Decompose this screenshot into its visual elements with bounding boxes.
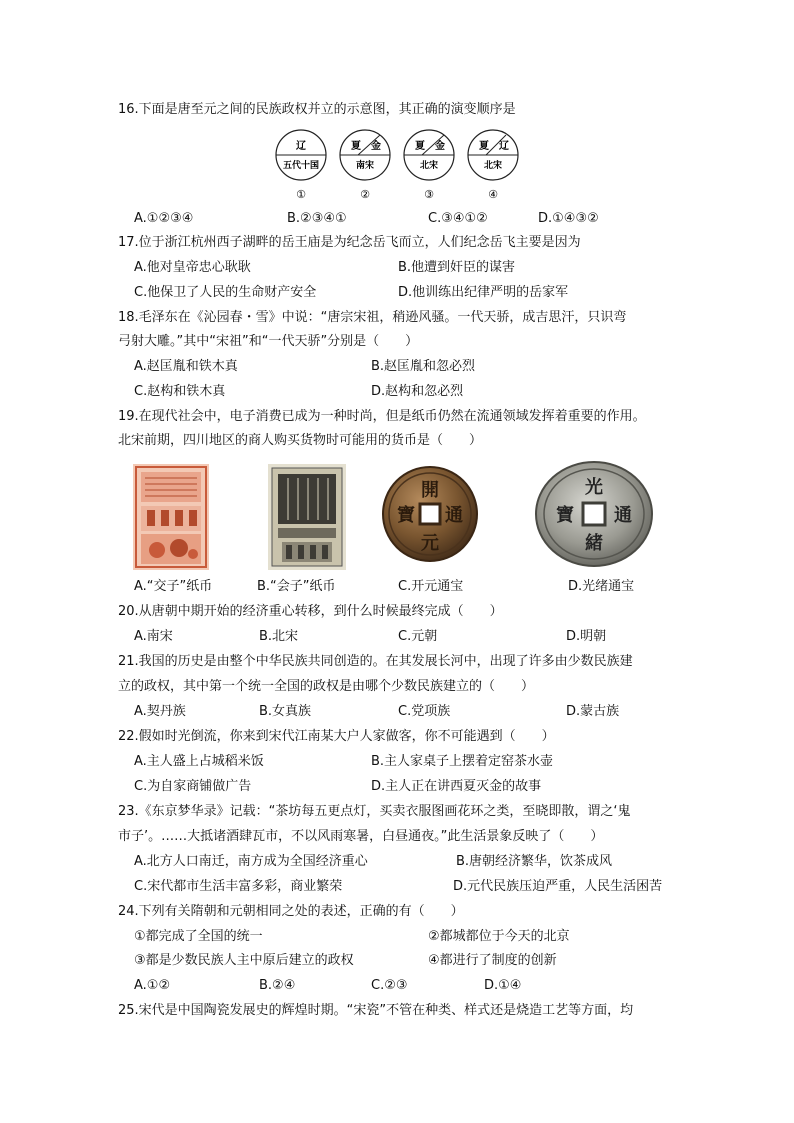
huizi-banknote-image: [268, 464, 346, 570]
q19-stem-line1: 19.在现代社会中，电子消费已成为一种时尚，但是纸币仍然在流通领域发挥着重要的作用。: [118, 409, 646, 424]
q24-option-d[interactable]: D.①④: [484, 978, 522, 993]
q24-item-4: ④都进行了制度的创新: [428, 953, 557, 968]
q16-option-a[interactable]: A.①②③④: [134, 211, 194, 226]
q19-option-d[interactable]: D.光绪通宝: [568, 579, 635, 594]
q24-item-1: ①都完成了全国的统一: [134, 929, 263, 944]
q16-circle-1: [276, 130, 326, 201]
q23-option-c[interactable]: C.宋代都市生活丰富多彩，商业繁荣: [134, 879, 343, 894]
q23-option-d[interactable]: D.元代民族压迫严重，人民生活困苦: [453, 879, 663, 894]
q20-stem: 20.从唐朝中期开始的经济重心转移，到什么时候最终完成（ ）: [118, 604, 503, 619]
q16-circle-2: [340, 130, 390, 201]
q16-c3-num: ③: [424, 188, 434, 201]
q22-stem: 22.假如时光倒流，你来到宋代江南某大户人家做客，你不可能遇到（ ）: [118, 729, 555, 744]
q16-c1-bottom: 五代十国: [282, 161, 320, 171]
q17-option-b[interactable]: B.他遭到奸臣的谋害: [398, 260, 516, 275]
kaiyuan-coin-image: [382, 459, 478, 569]
q24-option-c[interactable]: C.②③: [371, 978, 408, 993]
q22-option-a[interactable]: A.主人盛上占城稻米饭: [134, 754, 264, 769]
q16-stem: 16.下面是唐至元之间的民族政权并立的示意图，其正确的演变顺序是: [118, 102, 516, 117]
q20-option-c[interactable]: C.元朝: [398, 629, 438, 644]
q16-c3-tr: 金: [435, 141, 445, 152]
q20-option-d[interactable]: D.明朝: [566, 629, 607, 644]
q16-option-c[interactable]: C.③④①②: [428, 211, 488, 226]
q16-diagram: [268, 128, 528, 203]
q16-c3-bottom: 北宋: [419, 161, 439, 171]
q24-option-a[interactable]: A.①②: [134, 978, 171, 993]
q16-c1-num: ①: [296, 188, 306, 201]
q21-option-d[interactable]: D.蒙古族: [566, 704, 620, 719]
q16-c2-tr: 金: [371, 141, 381, 152]
q16-option-d[interactable]: D.①④③②: [538, 211, 599, 226]
q23-stem-line1: 23.《东京梦华录》记载：“茶坊每五更点灯，买卖衣服图画花环之类，至晓即散，谓之‘鬼: [118, 804, 631, 819]
q16-c2-num: ②: [360, 188, 370, 201]
q16-c4-tr: 辽: [499, 141, 509, 152]
q19-option-a[interactable]: A.“交子”纸币: [134, 579, 213, 594]
q20-option-a[interactable]: A.南宋: [134, 629, 173, 644]
q16-circle-4: [468, 130, 518, 201]
q18-option-c[interactable]: C.赵构和铁木真: [134, 384, 226, 399]
kaiyuan-char-left: 寶: [397, 505, 415, 526]
kaiyuan-char-top: 開: [421, 480, 439, 501]
kaiyuan-char-bottom: 元: [421, 533, 439, 554]
q18-option-b[interactable]: B.赵匡胤和忽必烈: [371, 359, 476, 374]
q17-stem: 17.位于浙江杭州西子湖畔的岳王庙是为纪念岳飞而立，人们纪念岳飞主要是因为: [118, 235, 581, 250]
q17-option-c[interactable]: C.他保卫了人民的生命财产安全: [134, 285, 317, 300]
guangxu-char-left: 寶: [556, 505, 574, 526]
q19-option-b[interactable]: B.“会子”纸币: [257, 579, 336, 594]
q18-stem-line1: 18.毛泽东在《沁园春・雪》中说：“唐宗宋祖，稍逊风骚。一代天骄，成吉思汗，只识弯: [118, 310, 627, 325]
q16-c4-num: ④: [488, 188, 498, 201]
q18-stem-line2: 弓射大雕。”其中“宋祖”和“一代天骄”分别是（ ）: [118, 334, 419, 349]
q16-c1-top: 辽: [296, 141, 306, 152]
guangxu-char-right: 通: [614, 505, 632, 526]
q18-option-a[interactable]: A.赵匡胤和铁木真: [134, 359, 238, 374]
guangxu-coin-image: [530, 459, 658, 569]
q23-stem-line2: 市子’。……大抵诸酒肆瓦市，不以风雨寒暑，白昼通夜。”此生活景象反映了（ ）: [118, 829, 604, 844]
q24-stem: 24.下列有关隋朝和元朝相同之处的表述，正确的有（ ）: [118, 904, 464, 919]
q24-item-3: ③都是少数民族人主中原后建立的政权: [134, 953, 354, 968]
q21-option-b[interactable]: B.女真族: [259, 704, 312, 719]
guangxu-char-bottom: 緒: [585, 533, 603, 554]
q21-stem-line2: 立的政权，其中第一个统一全国的政权是由哪个少数民族建立的（ ）: [118, 679, 535, 694]
q18-option-d[interactable]: D.赵构和忽必烈: [371, 384, 464, 399]
q17-option-a[interactable]: A.他对皇帝忠心耿耿: [134, 260, 251, 275]
jiaozi-banknote-image: [133, 464, 209, 570]
q21-option-a[interactable]: A.契丹族: [134, 704, 186, 719]
q21-option-c[interactable]: C.党项族: [398, 704, 451, 719]
q22-option-b[interactable]: B.主人家桌子上摆着定窑茶水壶: [371, 754, 554, 769]
q16-option-b[interactable]: B.②③④①: [287, 211, 347, 226]
q21-stem-line1: 21.我国的历史是由整个中华民族共同创造的。在其发展长河中，出现了许多由少数民族建: [118, 654, 633, 669]
q24-option-b[interactable]: B.②④: [259, 978, 296, 993]
q25-stem: 25.宋代是中国陶瓷发展史的辉煌时期。“宋瓷”不管在种类、样式还是烧造工艺等方面，均: [118, 1003, 634, 1018]
q22-option-d[interactable]: D.主人正在讲西夏灭金的故事: [371, 779, 542, 794]
q19-stem-line2: 北宋前期，四川地区的商人购买货物时可能用的货币是（ ）: [118, 433, 483, 448]
q16-c2-tl: 夏: [351, 141, 361, 152]
q19-option-c[interactable]: C.开元通宝: [398, 579, 464, 594]
q16-circle-3: [404, 130, 454, 201]
q20-option-b[interactable]: B.北宋: [259, 629, 299, 644]
q17-option-d[interactable]: D.他训练出纪律严明的岳家军: [398, 285, 569, 300]
kaiyuan-char-right: 通: [445, 505, 463, 526]
q16-c2-bottom: 南宋: [355, 161, 375, 171]
q22-option-c[interactable]: C.为自家商铺做广告: [134, 779, 252, 794]
guangxu-char-top: 光: [585, 477, 603, 498]
q24-item-2: ②都城都位于今天的北京: [428, 929, 570, 944]
q16-c4-bottom: 北宋: [483, 161, 503, 171]
q16-c3-tl: 夏: [415, 141, 425, 152]
q23-option-b[interactable]: B.唐朝经济繁华，饮茶成风: [456, 854, 613, 869]
q23-option-a[interactable]: A.北方人口南迁，南方成为全国经济重心: [134, 854, 368, 869]
q16-c4-tl: 夏: [479, 141, 489, 152]
